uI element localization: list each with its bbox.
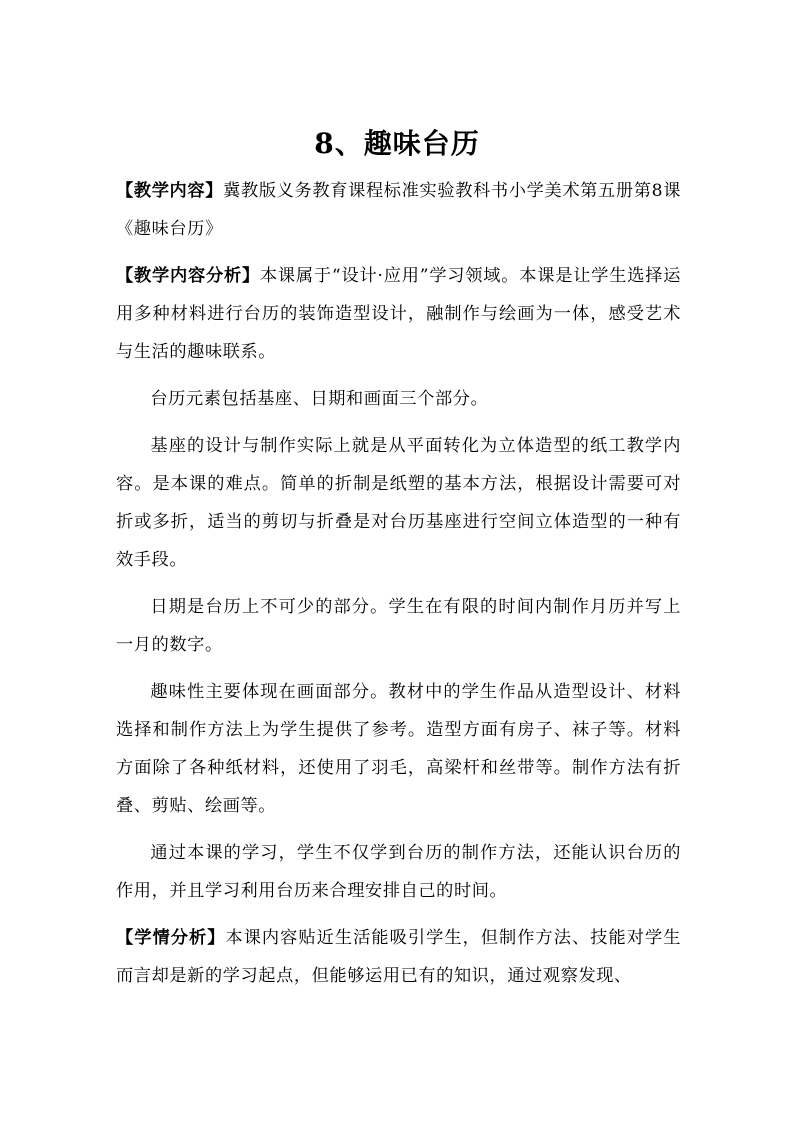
teaching-content-paragraph — [116, 172, 681, 248]
content-analysis-heading: 【教学内容分析】 — [116, 266, 260, 286]
teaching-content-heading: 【教学内容】 — [116, 181, 224, 201]
student-analysis-heading: 【学情分析】 — [116, 928, 226, 948]
body-paragraph-5: 通过本课的学习，学生不仅学到台历的制作方法，还能认识台历的作用，并且学习利用台历来合理安排自己的时间。 — [116, 843, 681, 901]
document-body — [116, 172, 681, 1004]
body-paragraph-3: 日期是台历上不可少的部分。学生在有限的时间内制作月历并写上一月的数字。 — [116, 597, 681, 655]
student-analysis-paragraph — [116, 919, 681, 995]
student-analysis-text: 本课内容贴近生活能吸引学生，但制作方法、技能对学生而言却是新的学习起点，但能够运用已有的知识，通过观察发现、 — [116, 928, 681, 986]
body-paragraph-1: 台历元素包括基座、日期和画面三个部分。 — [150, 389, 489, 409]
teaching-content-text: 冀教版义务教育课程标准实验教科书小学美术第五册第8课 《趣味台历》 — [116, 181, 681, 239]
content-analysis-text: 本课属于“设计·应用”学习领域。本课是让学生选择运用多种材料进行台历的装饰造型设计，融制作与绘画为一体，感受艺术与生活的趣味联系。 — [116, 266, 681, 362]
content-analysis-paragraph — [116, 257, 681, 371]
body-paragraph-2: 基座的设计与制作实际上就是从平面转化为立体造型的纸工教学内容。是本课的难点。简单的折制是纸塑的基本方法，根据设计需要可对折或多折，适当的剪切与折叠是对台历基座进行空间立体造型的一种有效手段。 — [116, 436, 681, 570]
body-paragraph-4: 趣味性主要体现在画面部分。教材中的学生作品从造型设计、材料选择和制作方法上为学生提供了参考。造型方面有房子、袜子等。材料方面除了各种纸材料，还使用了羽毛，高梁杆和丝带等。制作方法有折叠、剪贴、绘画等。 — [116, 682, 681, 816]
page-title: 8、趣味台历 — [314, 127, 480, 160]
